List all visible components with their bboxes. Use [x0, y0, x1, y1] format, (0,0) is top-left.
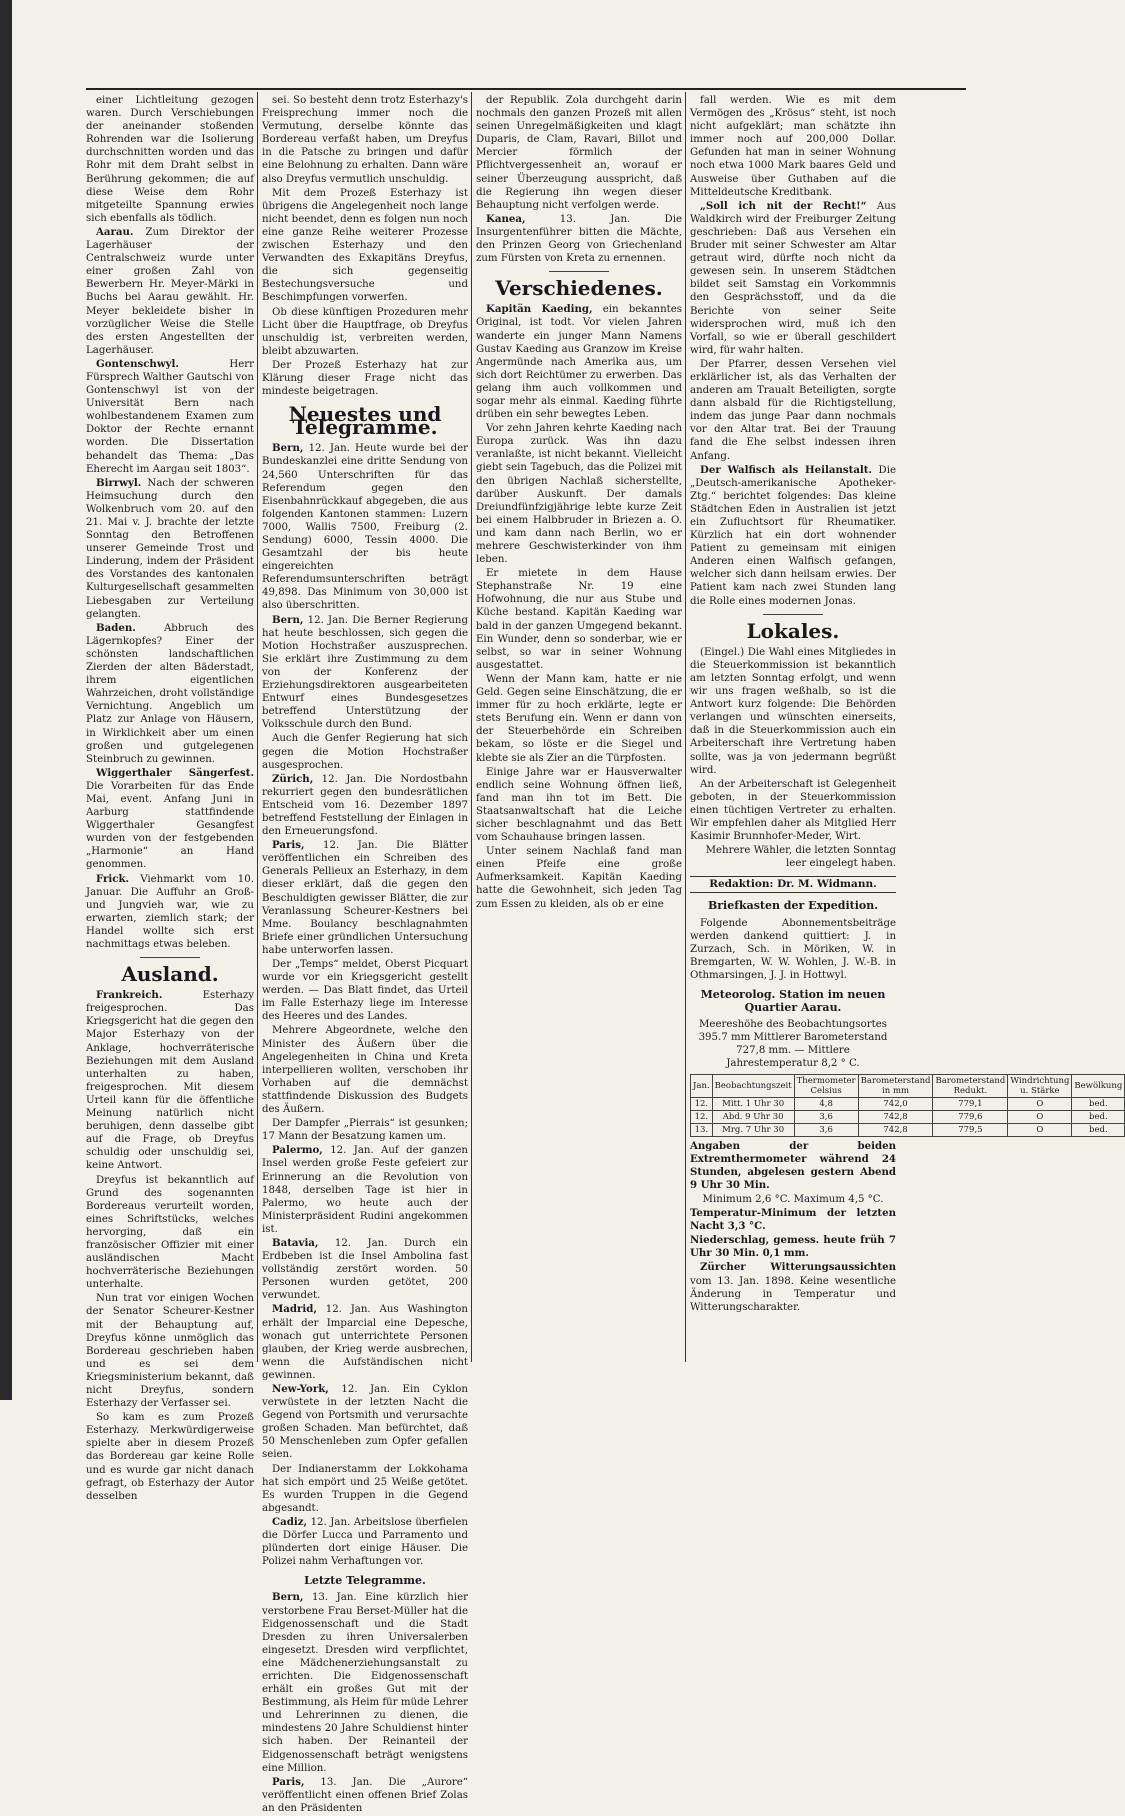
telegram-paris: [262, 839, 468, 957]
table-cell: 12.: [691, 1097, 713, 1110]
article-text: fall werden. Wie es mit dem Vermögen des „Krösus“ steht, ist noch nicht aufgeklärt; man schätzte ihn immer noch auf 200,000 Dollar. Gefunden hat man in seiner Wohnung noch etwa 1000 Mark baares Geld und Ausweise über Guthaben auf die Mitteldeutsche Kreditbank.: [690, 95, 896, 198]
section-heading-letzte: Letzte Telegramme.: [304, 1574, 426, 1588]
table-cell: Mrg. 7 Uhr 30: [712, 1123, 794, 1136]
meteo-header: Bewölkung: [1072, 1074, 1125, 1097]
article-text: sei. So besteht denn trotz Esterhazy's Freisprechung immer noch die Vermutung, derselbe könnte das Bordereau verfaßt haben, um Dreyfus in die Patsche zu bringen und dafür eine Belohnung zu erhalten. Dann wäre also Dreyfus vermutlich unschuldig.: [262, 95, 468, 185]
article-text: So kam es zum Prozeß Esterhazy. Merkwürdigerweise spielte aber in diesem Prozeß das Bordereau gar keine Rolle und es wurde gar nicht danach gefragt, ob Esterhazy der Autor desselben: [86, 1412, 254, 1502]
dateline: Zürcher Witterungsaussichten: [700, 1261, 896, 1274]
article-text: Vor zehn Jahren kehrte Kaeding nach Europa zurück. Was ihn dazu veranlaßte, ist nicht bekannt. Vielleicht giebt sein Tagebuch, das die Polizei mit den übrigen Nachlaß sicherstellte, darüber Auskunft. Der damals Dreiundfünfzigjährige lebte kurze Zeit bei einem Halbbruder in Briezen a. O. und kam dann nach Berlin, wo er mehrere Geschwisterkinder von ihm leben.: [476, 423, 682, 566]
dateline: Frankreich.: [96, 989, 163, 1002]
dateline: Zürich,: [272, 772, 314, 785]
telegram-cadiz: [262, 1516, 468, 1568]
dateline: Frick.: [96, 872, 130, 885]
table-cell: 3,6: [794, 1110, 858, 1123]
table-row: [691, 1097, 1125, 1110]
table-row: [691, 1123, 1125, 1136]
article-kaeding: [476, 303, 682, 421]
dateline: Gontenschwyl.: [96, 357, 179, 370]
dateline: Bern,: [272, 613, 304, 626]
meteo-header: Jan.: [691, 1074, 713, 1097]
article-text: vom 13. Jan. 1898. Keine wesentliche Änderung in Temperatur und Witterungscharakter.: [690, 1275, 896, 1313]
article-text: ein bekanntes Original, ist todt. Vor vielen Jahren wanderte ein junger Mann Namens Gustav Kaeding aus Granzow im Kreise Angermünde nach Amerika aus, um sich dort Reichtümer zu erwerben. Das gelang ihm auch vollkommen und sogar mehr als einmal. Kaeding führte drüben ein sehr bewegtes Leben.: [476, 304, 682, 421]
table-cell: bed.: [1072, 1123, 1125, 1136]
column-1: [86, 94, 254, 1504]
article-walfisch: [690, 464, 896, 608]
table-cell: O: [1008, 1110, 1072, 1123]
article-text: Nach der schweren Heimsuchung durch den Wolkenbruch vom 20. auf den 21. Mai v. J. brachte der letzte Sonntag den Betroffenen unserer Gemeinde Trost und Linderung, indem der Präsident des Vorstandes des kantonalen Kulturgesellschaft gesammelten Liebesgaben zur Verteilung gelangten.: [86, 477, 254, 620]
table-cell: bed.: [1072, 1110, 1125, 1123]
dateline: Kapitän Kaeding,: [486, 303, 593, 316]
dateline: Palermo,: [272, 1144, 323, 1157]
dateline: Cadiz,: [272, 1515, 308, 1528]
article-gontenschwyl: [86, 358, 254, 476]
column-divider: [471, 92, 472, 1362]
telegram-bern: [262, 1591, 468, 1774]
meteo-subtitle: Meereshöhe des Beobachtungsortes 395.7 mm Mittlerer Barometerstand 727,8 mm. — Mittlere Jahrestemperatur 8,2 ° C.: [698, 1019, 888, 1070]
article-birrwyl: [86, 477, 254, 621]
telegram-paris: [262, 1776, 468, 1815]
article-text: An der Arbeiterschaft ist Gelegenheit geboten, in der Steuerkommission einen tüchtigen Vertreter zu erhalten. Wir empfehlen daher als Mitglied Herr Kasimir Brunnhofer-Meder, Wirt.: [690, 778, 896, 843]
column-2: [262, 94, 468, 1816]
meteo-note: Minimum 2,6 °C. Maximum 4,5 °C.: [702, 1193, 884, 1205]
telegram-kanea: [476, 213, 682, 265]
article-text: Dreyfus ist bekanntlich auf Grund des sogenannten Bordereaus verurteilt worden, eines Schriftstücks, welches hervorging, daß ein französischer Offizier mit einer ausländischen Macht hochverräterische Beziehungen unterhalte.: [86, 1174, 254, 1291]
article-soll-ich: [690, 200, 896, 357]
column-divider: [257, 92, 258, 1362]
section-heading-verschiedenes: Verschiedenes.: [495, 276, 663, 301]
article-text: Einige Jahre war er Hausverwalter endlich seine Wohnung öffnen ließ, fand man ihn tot im Bett. Die Staatsanwaltschaft hat die Leiche sicher beschlagnahmt und das Bett vom Schauhause bringen lassen.: [476, 766, 682, 844]
meteo-header: Barometerstand Redukt.: [933, 1074, 1008, 1097]
article-text: 12. Jan. Die Nordostbahn rekurriert gegen den bundesrätlichen Entscheid vom 16. Dezember 1897 betreffend Feststellung der Einlagen in den Erneuerungsfond.: [262, 773, 468, 838]
table-cell: 779,6: [933, 1110, 1008, 1123]
dateline: Aarau.: [96, 225, 134, 238]
article-baden: [86, 622, 254, 766]
article-text: Abbruch des Lägernkopfes? Einer der schönsten landschaftlichen Zierden der alten Bäderstadt, ihrem eigentlichen Wahrzeichen, droht vollständige Vernichtung. Angeblich um Platz zur Anlage von Häusern, in Wirklichkeit aber um einen großen und gutgelegenen Steinbruch zu gewinnen.: [86, 622, 254, 765]
article-text: 12. Jan. Arbeitslose überfielen die Dörfer Lucca und Parramento und plünderten dort einige Häuser. Die Polizei nahm Verhaftungen vor.: [262, 1516, 468, 1568]
article-text: Er mietete in dem Hause Stephanstraße Nr. 19 eine Hofwohnung, die nur aus Stube und Küche bestand. Kapitän Kaeding war bald in der ganzen Umgegend bekannt. Ein Wunder, denn so sonderbar, wie er selbst, so war in seiner Wohnung ausgestattet.: [476, 568, 682, 671]
article-text: 12. Jan. Ein Cyklon verwüstete in der letzten Nacht die Gegend von Portsmith und verursachte großen Schaden. Man befürchtet, daß 50 Menschenleben zum Opfer gefallen seien.: [262, 1384, 468, 1461]
meteo-header: Barometerstand in mm: [858, 1074, 933, 1097]
table-cell: Mitt. 1 Uhr 30: [712, 1097, 794, 1110]
section-divider: [763, 614, 823, 615]
table-cell: 3,6: [794, 1123, 858, 1136]
article-text: Unter seinem Nachlaß fand man einen Pfeife eine große Aufmerksamkeit. Kapitän Kaeding hatte die Gewohnheit, sich jeden Tag zum Essen zu kleiden, als ob er eine: [476, 846, 682, 910]
table-cell: 742,0: [858, 1097, 933, 1110]
article-text: 12. Jan. Die Berner Regierung hat heute beschlossen, sich gegen die Motion Hochstraßer auszusprechen. Sie erklärt ihre Zustimmung zu dem von der Konferenz der Erziehungsdirektoren ausgearbeiteten Entwurf eines Bundesgesetzes betreffend Unterstützung der Volksschule durch den Bund.: [262, 614, 468, 731]
meteo-header: Windrichtung u. Stärke: [1008, 1074, 1072, 1097]
article-text: Ob diese künftigen Prozeduren mehr Licht über die Hauptfrage, ob Dreyfus unschuldig ist, verbreiten werden, bleibt abzuwarten.: [262, 306, 468, 357]
article-text: (Eingel.) Die Wahl eines Mitgliedes in die Steuerkommission ist bekanntlich am letzten Sonntag erfolgt, und wenn wir uns fragen weßhalb, so ist die Antwort kurz folgende: Die Behörden verlangen und wünschten einerseits, daß in die Steuerkommission auch ein Arbeiterschaft ihre Vertretung haben sollte, was ja von jedermann begrüßt wird.: [690, 646, 896, 776]
editor-line: Redaktion: Dr. M. Widmann.: [690, 876, 896, 893]
article-text: Mit dem Prozeß Esterhazy ist übrigens die Angelegenheit noch lange nicht beendet, denn es folgen nun noch eine ganze Reihe weiterer Prozesse zwischen Esterhazy und den Verwandten des Exkapitäns Dreyfus, die sich gegenseitig Bestechungsversuche und Beschimpfungen vorwerfen.: [262, 187, 468, 304]
article-text: 13. Jan. Die „Aurore“ veröffentlicht einen offenen Brief Zolas an den Präsidenten: [262, 1776, 468, 1814]
section-heading-neuestes: Neuestes und Telegramme.: [288, 402, 442, 440]
article-frankreich: [86, 989, 254, 1172]
table-cell: O: [1008, 1123, 1072, 1136]
section-divider: [140, 957, 200, 958]
table-cell: O: [1008, 1097, 1072, 1110]
dateline: „Soll ich nit der Recht!“: [700, 199, 867, 212]
article-text: 13. Jan. Die Insurgentenführer bitten die Mächte, den Prinzen Georg von Griechenland zum Fürsten von Kreta zu ernennen.: [476, 213, 682, 265]
article-text: Esterhazy freigesprochen. Das Kriegsgericht hat die gegen den Major Esterhazy von der Anklage, hochverräterische Beziehungen mit dem Ausland unterhalten zu haben, freigesprochen. Mit diesem Urteil kann für die öffentliche Meinung natürlich nicht beruhigen, denn dasselbe gibt auf die Frage, ob Dreyfus schuldig oder unschuldig sei, keine Antwort.: [86, 990, 254, 1172]
article-wiggerthal: [86, 767, 254, 872]
column-4: [690, 94, 1123, 1315]
article-aarau: [86, 226, 254, 357]
meteo-header-row: [691, 1074, 1125, 1097]
article-text: 12. Jan. Auf der ganzen Insel werden große Feste gefeiert zur Erinnerung an die Revolution von 1848, derselben Tage ist hier in Palermo, wo heute auch der Ministerpräsident Rudini angekommen ist.: [262, 1145, 468, 1235]
table-cell: 742,8: [858, 1123, 933, 1136]
dateline: Der Walfisch als Heilanstalt.: [700, 463, 873, 476]
section-divider: [549, 271, 609, 272]
dateline: Madrid,: [272, 1303, 317, 1316]
table-cell: 779,5: [933, 1123, 1008, 1136]
article-text: 13. Jan. Eine kürzlich hier verstorbene Frau Berset-Müller hat die Eidgenossenschaft und die Stadt Dresden zu ihren Universalerben eingesetzt. Dresden wird verpflichtet, eine Mädchenerziehungsanstalt zu errichten. Die Eidgenossenschaft erhält ein großes Gut mit der Bestimmung, als Heim für müde Lehrer und Lehrerinnen zu dienen, die mindestens 20 Jahre Schuldienst hinter sich haben. Der Reinanteil der Eidgenossenschaft beträgt wenigstens eine Million.: [262, 1592, 468, 1774]
article-text: Aus Waldkirch wird der Freiburger Zeitung geschrieben: Daß aus Versehen ein Bruder mit seiner Schwester am Altar getraut wird, dürfte noch nicht da gewesen sein. In unserem Städtchen bildet seit Samstag ein Vorkommnis den Gesprächsstoff, und da die Berichte von seiner Seite widersprochen wird, muß ich den Vorfall, so wie er überall geschildert wird, für wahr halten.: [690, 200, 896, 356]
page-edge-shadow: [0, 0, 12, 1400]
article-text: Folgende Abonnementsbeiträge werden dankend quittiert: J. in Zurzach, Sch. in Möriken, W. in Bremgarten, W. W. Wohlen, J. W.-B. in Othmarsingen, J. J. in Hottwyl.: [690, 917, 896, 981]
table-row: [691, 1110, 1125, 1123]
meteo-header: Beobachtungszeit: [712, 1074, 794, 1097]
article-text: Die Vorarbeiten für das Ende Mai, event. Anfang Juni in Aarburg stattfindende Wiggerthaler Gesangfest wurden von der festgebenden „Harmonie“ an Hand genommen.: [86, 780, 254, 871]
article-text: Der „Temps“ meldet, Oberst Picquart wurde vor ein Kriegsgericht gestellt werden. — Das Blatt findet, das Urteil im Falle Esterhazy liege im Interesse des Heeres und des Landes.: [262, 959, 468, 1023]
article-text: Der Indianerstamm der Lokkohama hat sich empört und 25 Weiße getötet. Es wurden Truppen in die Gegend abgesandt.: [262, 1463, 468, 1514]
table-cell: 742,8: [858, 1110, 933, 1123]
article-text: 12. Jan. Aus Washington erhält der Imparcial eine Depesche, wonach gut unterrichtete Personen glauben, der Krieg werde ausbrechen, wenn die Aufständischen nicht gewinnen.: [262, 1304, 468, 1381]
dateline: Wiggerthaler Sängerfest.: [96, 766, 254, 779]
dateline: Birrwyl.: [96, 476, 142, 489]
table-cell: 779,1: [933, 1097, 1008, 1110]
article-text: Die „Deutsch-amerikanische Apotheker-Ztg.“ berichtet folgendes: Das kleine Städtchen Eden in Australien ist jetzt ein Zufluchtsort für Rheumatiker. Kürzlich hat ein dort wohnender Patient zu gemeinsam mit einigen Anderen einen Walfisch gefangen, welcher sich dann heilsam erwies. Der Patient kam nach zwei Stunden lang die Rolle eines modernen Jonas.: [690, 464, 896, 607]
article-text: Herr Fürsprech Walther Gautschi von Gontenschwyl ist von der Universität Bern nach wohlbestandenem Examen zum Doktor der Rechte ernannt worden. Die Dissertation behandelt das Thema: „Das Eherecht im Aargau seit 1803“.: [86, 358, 254, 475]
weather-forecast: [690, 1261, 896, 1313]
telegram-batavia: [262, 1237, 468, 1302]
article-text: 12. Jan. Die Blätter veröffentlichen ein Schreiben des Generals Pellieux an Esterhazy, in dem dieser erklärt, daß die gegen den Beschuldigten gewisser Blätter, die zur Veranlassung Scheurer-Kestners bei Mme. Boulancy beschlagnahmten Briefe einer gründlichen Untersuchung habe unterworfen lassen.: [262, 840, 468, 956]
article-text: der Republik. Zola durchgeht darin nochmals den ganzen Prozeß mit allen seinen Unregelmäßigkeiten und klagt Duparis, de Clam, Ravari, Billot und Mercier förmlich der Pflichtvergessenheit an, worauf er seiner Überzeugung ausspricht, daß die Regierung ihn wegen dieser Behauptung nicht verfolgen werde.: [476, 95, 682, 211]
telegram-zuerich: [262, 773, 468, 838]
article-text: 12. Jan. Durch ein Erdbeben ist die Insel Ambolina fast vollständig zerstört worden. 50 Personen wurden getötet, 200 verwundet.: [262, 1237, 468, 1302]
telegram-bern: [262, 614, 468, 732]
column-3: [476, 94, 682, 912]
meteo-header: Thermometer Celsius: [794, 1074, 858, 1097]
table-cell: bed.: [1072, 1097, 1125, 1110]
article-text: 12. Jan. Heute wurde bei der Bundeskanzlei eine dritte Sendung von 24,560 Unterschriften für das Referendum gegen den Eisenbahnrückkauf abgegeben, die aus folgenden Kantonen stammen: Luzern 7000, Wallis 7500, Freiburg (2. Sendung) 6000, Tessin 4000. Die Gesamtzahl der bis heute eingereichten Referendumsunterschriften beträgt 49,898. Das Minimum von 30,000 ist also überschritten.: [262, 443, 468, 612]
article-text: Zum Direktor der Lagerhäuser der Centralschweiz wurde unter einer großen Zahl von Bewerbern Hr. Meyer-Märki in Buchs bei Aarau gewählt. Hr. Meyer bekleidete bisher in vorzüglicher Weise die Stelle des ersten Angestellten der Lagerhäuser.: [86, 226, 254, 356]
dateline: Batavia,: [272, 1236, 319, 1249]
column-divider: [685, 92, 686, 1362]
dateline: New-York,: [272, 1383, 329, 1395]
signature: Mehrere Wähler, die letzten Sonntag leer eingelegt haben.: [705, 845, 896, 870]
table-cell: 4,8: [794, 1097, 858, 1110]
section-heading-lokales: Lokales.: [746, 618, 840, 643]
meteo-note: Temperatur-Minimum der letzten Nacht 3,3 °C.: [690, 1207, 896, 1233]
article-frick: [86, 873, 254, 952]
telegram-bern: [262, 442, 468, 612]
article-text: Der Pfarrer, dessen Versehen viel erklärlicher ist, als das Verhalten der anderen am Traualt Beteiligten, sorgte dann alsbald für die Richtigstellung, indem das junge Paar dann nochmals vor den Altar trat. Bei der Trauung fand die Ehe selbst indessen ihren Anfang.: [690, 358, 896, 462]
article-text: Der Dampfer „Pierrais“ ist gesunken; 17 Mann der Besatzung kamen um.: [262, 1118, 468, 1143]
table-cell: 12.: [691, 1110, 713, 1123]
article-text: Der Prozeß Esterhazy hat zur Klärung dieser Frage nicht das mindeste beigetragen.: [262, 359, 468, 398]
article-text: Viehmarkt vom 10. Januar. Die Auffuhr an Groß- und Jungvieh war, wie zu erwarten, ziemlich stark; der Handel wollte sich erst nachmittags etwas beleben.: [86, 873, 254, 950]
meteo-note: Angaben der beiden Extremthermometer während 24 Stunden, abgelesen gestern Abend 9 Uhr 30 Min.: [690, 1139, 896, 1191]
telegram-newyork: [262, 1383, 468, 1462]
article-text: Auch die Genfer Regierung hat sich gegen die Motion Hochstraßer ausgesprochen.: [262, 733, 468, 771]
dateline: Bern,: [272, 1591, 304, 1604]
table-cell: Abd. 9 Uhr 30: [712, 1110, 794, 1123]
meteo-note: Niederschlag, gemess. heute früh 7 Uhr 30 Min. 0,1 mm.: [690, 1234, 896, 1260]
section-heading-briefkasten: Briefkasten der Expedition.: [707, 899, 879, 913]
dateline: Bern,: [272, 442, 304, 455]
dateline: Paris,: [272, 1775, 305, 1788]
dateline: Kanea,: [486, 212, 526, 225]
article-text: einer Lichtleitung gezogen waren. Durch Verschiebungen der aneinander stoßenden Rohrenden war die Isolierung durchschnitten worden und das Rohr mit dem Draht selbst in Berührung gekommen; die auf diese Weise dem Rohr mitgeteilte Spannung erwies sich ebenfalls als tödlich.: [86, 95, 254, 224]
top-rule: [86, 88, 966, 90]
meteo-title: Meteorolog. Station im neuen Quartier Aarau.: [700, 988, 886, 1015]
dateline: Baden.: [96, 621, 136, 634]
table-cell: 13.: [691, 1123, 713, 1136]
meteo-table: [690, 1074, 1125, 1137]
article-text: Mehrere Abgeordnete, welche den Minister des Äußern über die Angelegenheiten in China und Kreta interpellieren wollten, verschoben ihr Vorhaben auf die demnächst stattfindende Diskussion des Budgets des Äußern.: [262, 1025, 468, 1116]
dateline: Paris,: [272, 839, 305, 852]
article-text: Nun trat vor einigen Wochen der Senator Scheurer-Kestner mit der Behauptung auf, Dreyfus könne unmöglich das Bordereau geschrieben haben und es sei dem Kriegsministerium bekannt, daß nicht Dreyfus, sondern Esterhazy der Verfasser sei.: [86, 1293, 254, 1410]
telegram-madrid: [262, 1303, 468, 1382]
article-text: Wenn der Mann kam, hatte er nie Geld. Gegen seine Einschätzung, die er immer für zu hoch erklärte, legte er stets Berufung ein. Wenn er dann von der Steuerbehörde ein Schreiben bekam, so löste er die Siegel und klebte sie als Zier an die Türpfosten.: [476, 673, 682, 764]
section-heading-ausland: Ausland.: [121, 962, 219, 987]
telegram-palermo: [262, 1144, 468, 1236]
